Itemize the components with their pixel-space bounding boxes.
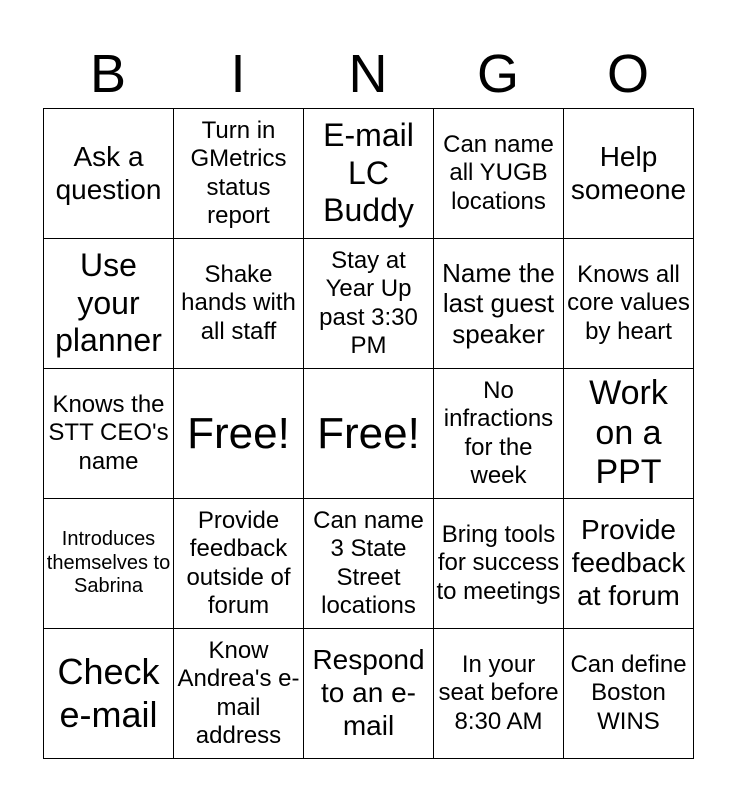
- board-row-5: [44, 629, 694, 759]
- bingo-cell[interactable]: Turn in GMetrics status report: [174, 109, 304, 239]
- bingo-cell[interactable]: Work on a PPT: [564, 369, 694, 499]
- header-letter-i: I: [230, 44, 246, 104]
- bingo-cell[interactable]: Can name 3 State Street locations: [304, 499, 434, 629]
- free-space-cell[interactable]: Free!: [304, 369, 434, 499]
- header-letter-b: B: [89, 44, 127, 104]
- bingo-cell[interactable]: Knows all core values by heart: [564, 239, 694, 369]
- header-letter-g: G: [476, 44, 519, 104]
- header-letter-n: N: [348, 44, 388, 104]
- bingo-cell[interactable]: Can name all YUGB locations: [434, 109, 564, 239]
- bingo-board: [43, 108, 694, 759]
- bingo-cell[interactable]: Knows the STT CEO's name: [44, 369, 174, 499]
- bingo-cell[interactable]: Can define Boston WINS: [564, 629, 694, 759]
- bingo-cell[interactable]: Stay at Year Up past 3:30 PM: [304, 239, 434, 369]
- bingo-cell[interactable]: Bring tools for success to meetings: [434, 499, 564, 629]
- bingo-cell[interactable]: Know Andrea's e-mail address: [174, 629, 304, 759]
- bingo-header: [43, 40, 693, 108]
- bingo-cell[interactable]: In your seat before 8:30 AM: [434, 629, 564, 759]
- bingo-cell[interactable]: Introduces themselves to Sabrina: [44, 499, 174, 629]
- board-row-3: [44, 369, 694, 499]
- board-row-1: [44, 109, 694, 239]
- bingo-cell[interactable]: Provide feedback outside of forum: [174, 499, 304, 629]
- bingo-cell[interactable]: Use your planner: [44, 239, 174, 369]
- bingo-cell[interactable]: No infractions for the week: [434, 369, 564, 499]
- bingo-cell[interactable]: Ask a question: [44, 109, 174, 239]
- bingo-cell[interactable]: E-mail LC Buddy: [304, 109, 434, 239]
- bingo-cell[interactable]: Check e-mail: [44, 629, 174, 759]
- board-row-2: [44, 239, 694, 369]
- bingo-cell[interactable]: Provide feedback at forum: [564, 499, 694, 629]
- bingo-cell[interactable]: Respond to an e-mail: [304, 629, 434, 759]
- bingo-cell[interactable]: Name the last guest speaker: [434, 239, 564, 369]
- header-letter-o: O: [606, 44, 649, 104]
- bingo-cell[interactable]: Help someone: [564, 109, 694, 239]
- free-space-cell[interactable]: Free!: [174, 369, 304, 499]
- board-row-4: [44, 499, 694, 629]
- bingo-cell[interactable]: Shake hands with all staff: [174, 239, 304, 369]
